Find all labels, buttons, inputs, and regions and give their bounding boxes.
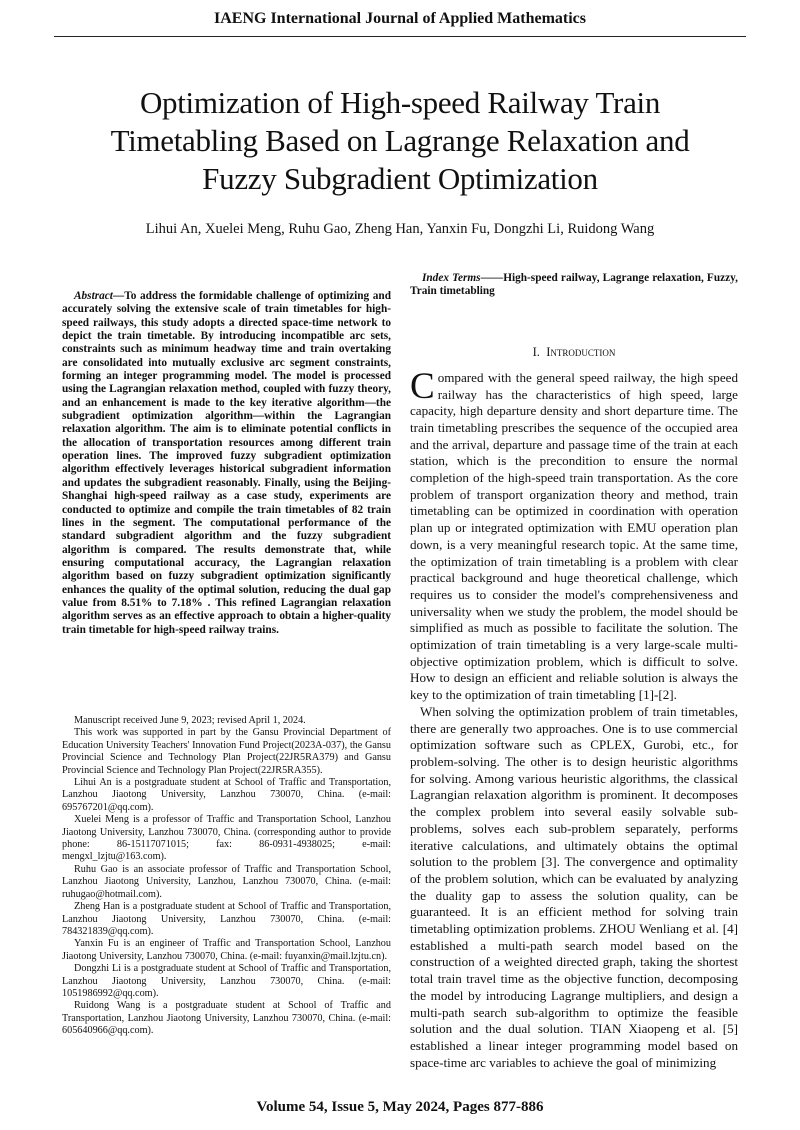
- author-list: Lihui An, Xuelei Meng, Ruhu Gao, Zheng Han, Yanxin Fu, Dongzhi Li, Ruidong Wang: [145, 221, 655, 237]
- abstract: [62, 290, 391, 637]
- abstract-label: Abstract: [74, 290, 113, 302]
- footnote-author: Lihui An is a postgraduate student at School of Traffic and Transportation, Lanzhou Jiaotong University, Lanzhou 730070, China. (e-mail: 695767201@qq.com).: [62, 777, 391, 813]
- title-line: Timetabling Based on Lagrange Relaxation and: [110, 123, 690, 158]
- footnote-author: Ruhu Gao is an associate professor of Traffic and Transportation School, Lanzhou Jiaotong University, Lanzhou, Lanzhou 730070, China. (e-mail: ruhugao@hotmail.com).: [62, 863, 391, 900]
- title-line: Optimization of High-speed Railway Train: [139, 85, 661, 120]
- section-number: I.: [532, 344, 540, 359]
- intro-paragraph-2: When solving the optimization problem of train timetables, there are generally two approaches. One is to use commercial optimization software such as CPLEX, Gurobi, etc., for problem-solving. The other is to design heuristic algorithms for solving. Among various heuristic algorithms, the classical Lagrangian relaxation algorithm is prominent. It decomposes the complex problem into several easily solvable sub-problems, solves each sub-problem separately, performs iterative calculations, and ultimately obtains the optimal solution to the problem [3]. The convergence and optimality of the problem solution, which can be evaluated by analyzing the duality gap to assess the solution quality, can be guaranteed. It is an efficient method for solving train timetabling optimization problems. ZHOU Wenliang et al. [4] established a multi-path search model based on the construction of a weighted directed graph, taking the shortest total train travel time as the objective function, decomposing the model by introducing Lagrange multipliers, and design a multi-path search sub-algorithm to optimize the feasible solution and the dual solution. TIAN Xiaopeng et al. [5] established a linear integer programming model based on space-time arc variables to achieve the goal of minimizing: [410, 703, 738, 1070]
- index-terms-label: Index Terms: [422, 272, 481, 284]
- left-column: [62, 290, 391, 637]
- index-terms-text: ——High-speed railway, Lagrange relaxation, Fuzzy, Train timetabling: [410, 272, 738, 298]
- footnotes: [62, 715, 391, 1038]
- footnote-author: Xuelei Meng is a professor of Traffic and Transportation School, Lanzhou Jiaotong University, Lanzhou 730070, China. (corresponding author to provide phone: 86-15117071015; fax: 86-0931-4938025; e-mail: mengxl_lzjtu@163.com).: [62, 814, 391, 863]
- intro-paragraph-1-text: ompared with the general speed railway, the high speed railway has the characteristics of high speed, large capacity, high departure density and short departure time. The train timetabling prescribes the sequence of the occupied area and the arrival, departure and passage time of the train at each station, which is the precondition to ensure the normal completion of the high-speed train transportation. As the core problem of transport organization theory and method, train timetabling can be optimized in coordination with operation plan up or integrated optimization with EMU operation plan down, is a very meaningful research topic. At the same time, the optimization of train timetabling is a problem with clear practical background and huge theoretical challenge, which requires us to consider the model's comprehensiveness and universality when we study the problem, the model should be simplified as much as possible to facilitate the solution. The optimization of train timetabling is a very large-scale multi-objective optimization problem, which is difficult to solve. How to design an efficient and reliable solution is always the key to the optimization of train timetabling [1]-[2].: [410, 369, 738, 703]
- footnote-received: Manuscript received June 9, 2023; revised April 1, 2024.: [74, 715, 306, 726]
- section-title: Introduction: [546, 344, 616, 359]
- section-heading: [410, 345, 738, 360]
- abstract-text: —To address the formidable challenge of optimizing and accurately solving the extensive scale of train timetables for high-speed railways, this study adopts a directed space-time network to depict the train timetable. By introducing incompatible arc sets, constraints such as minimum headway time and train overtaking are consolidated into mutually exclusive arc segment constraints, forming an integer programming model. The model is processed using the Lagrangian relaxation method, coupled with fuzzy theory, and an enhancement is made to the key iterative algorithm—the subgradient optimization algorithm—within the Lagrangian relaxation algorithm. The aim is to eliminate potential conflicts in the allocation of transportation resources among different train operation lines. The improved fuzzy subgradient optimization algorithm effectively leverages historical subgradient information and updates the subgradient reasonably. Finally, using the Beijing-Shanghai high-speed railway as a case study, experiments are conducted to optimize and compile the train timetables of 82 train lines in the segment. The computational performance of the standard subgradient algorithm and the fuzzy subgradient algorithm is compared. The results demonstrate that, while ensuring computational accuracy, the Lagrangian relaxation algorithm based on fuzzy subgradient optimization significantly enhances the quality of the optimal solution, reducing the dual gap value from 8.51% to 7.18% . This refined Lagrangian relaxation algorithm serves as an effective approach to obtain a higher-quality train timetable for high-speed railway trains.: [62, 290, 391, 636]
- footnote-funding: This work was supported in part by the Gansu Provincial Department of Education University Teachers' Innovation Fund Project(2023A-037), the Gansu Provincial Science and Technology Plan Project(22JR5RA379) and Gansu Provincial Science and Technology Plan Project(22JR5RA355).: [62, 727, 391, 776]
- right-column: [410, 272, 738, 1071]
- journal-header: IAENG International Journal of Applied Mathematics: [213, 10, 586, 27]
- footnote-author: Zheng Han is a postgraduate student at School of Traffic and Transportation, Lanzhou Jiaotong University, Lanzhou 730070, China. (e-mail: 784321839@qq.com).: [62, 901, 391, 937]
- footnote-author: Ruidong Wang is a postgraduate student at School of Traffic and Transportation, Lanzhou Jiaotong University, Lanzhou 730070, China. (e-mail: 605640966@qq.com).: [62, 1000, 391, 1037]
- footnote-author: Dongzhi Li is a postgraduate student at School of Traffic and Transportation, Lanzhou Jiaotong University, Lanzhou 730070, China. (e-mail: 1051986992@qq.com).: [62, 963, 391, 999]
- intro-paragraph-1: [410, 365, 738, 704]
- title-line: Fuzzy Subgradient Optimization: [202, 161, 598, 196]
- footnote-author: Yanxin Fu is an engineer of Traffic and Transportation School, Lanzhou Jiaotong University, Lanzhou 730070, China. (e-mail: fuyanxin@mail.lzjtu.cn).: [62, 938, 391, 962]
- drop-cap: C: [410, 365, 435, 407]
- index-terms: [410, 272, 738, 299]
- header-rule: [54, 36, 746, 37]
- paper-title: [60, 84, 740, 198]
- page-footer: Volume 54, Issue 5, May 2024, Pages 877-886: [256, 1099, 544, 1115]
